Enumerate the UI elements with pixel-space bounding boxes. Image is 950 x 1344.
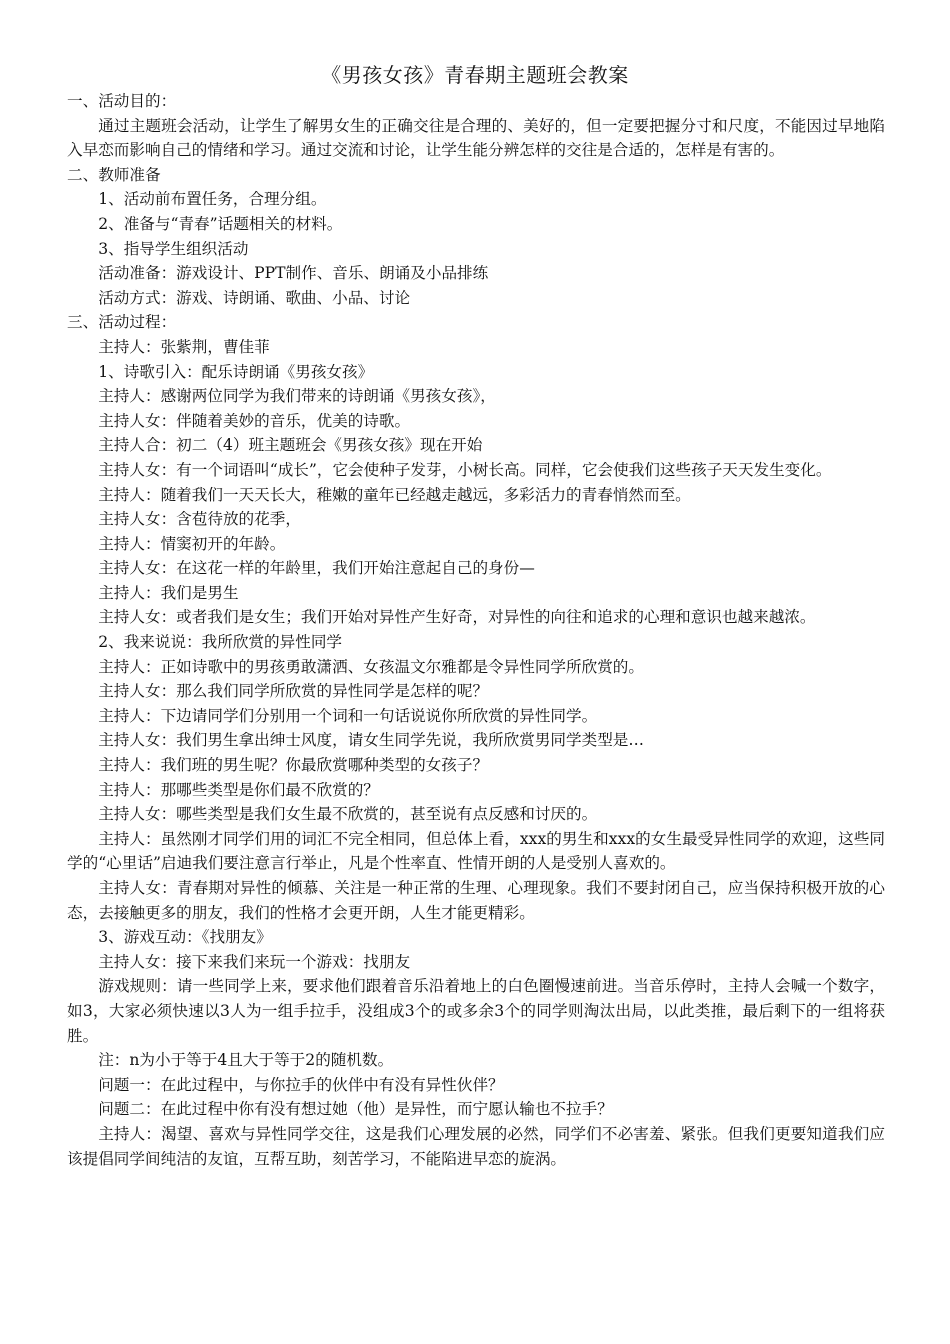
paragraph: 主持人：虽然刚才同学们用的词汇不完全相同，但总体上看，xxx的男生和xxx的女生最受异性同学的欢迎，这些同学的“心里话”启迪我们要注意言行举止，凡是个性率直、性情开朗的人是受别人喜欢的。	[67, 829, 885, 873]
paragraph: 主持人女：青春期对异性的倾慕、关注是一种正常的生理、心理现象。我们不要封闭自己，应当保持积极开放的心态，去接触更多的朋友，我们的性格才会更开朗，人生才能更精彩。	[67, 879, 885, 922]
paragraph: 主持人：我们班的男生呢？你最欣赏哪种类型的女孩子？	[98, 756, 489, 775]
paragraph: 主持人：下边请同学们分别用一个词和一句话说说你所欣赏的异性同学。	[98, 706, 598, 725]
paragraph: 主持人：渴望、喜欢与异性同学交往，这是我们心理发展的必然，同学们不必害羞、紧张。但我们更要知道我们应该提倡同学间纯洁的友谊，互帮互助，刻苦学习，不能陷进早恋的旋涡。	[67, 1124, 885, 1168]
paragraph: 主持人：情窦初开的年龄。	[98, 534, 286, 553]
paragraph: 主持人：张紫荆，曹佳菲	[98, 337, 270, 356]
paragraph: 1、诗歌引入：配乐诗朗诵《男孩女孩》	[98, 362, 374, 381]
paragraph: 主持人：感谢两位同学为我们带来的诗朗诵《男孩女孩》，	[98, 387, 496, 406]
section-heading: 三、活动过程：	[67, 313, 177, 332]
section-heading: 二、教师准备	[67, 165, 161, 184]
paragraph: 问题一：在此过程中，与你拉手的伙伴中有没有异性伙伴？	[98, 1075, 504, 1094]
paragraph: 2、我来说说：我所欣赏的异性同学	[98, 633, 343, 652]
paragraph: 注：n为小于等于4且大于等于2的随机数。	[98, 1051, 394, 1070]
paragraph: 主持人女：那么我们同学所欣赏的异性同学是怎样的呢？	[98, 682, 489, 701]
paragraph: 主持人：正如诗歌中的男孩勇敢潇洒、女孩温文尔雅都是令异性同学所欣赏的。	[98, 657, 644, 676]
paragraph: 游戏规则：请一些同学上来，要求他们跟着音乐沿着地上的白色圈慢速前进。当音乐停时，主持人会喊一个数字，如3，大家必须快速以3人为一组手拉手，没组成3个的或多余3个的同学则淘汰出局，以此类推，最后剩下的一组将获胜。	[67, 977, 885, 1045]
document-title: 《男孩女孩》青春期主题班会教案	[321, 63, 629, 87]
paragraph: 活动方式：游戏、诗朗诵、歌曲、小品、讨论	[98, 288, 411, 307]
paragraph: 主持人女：接下来我们来玩一个游戏：找朋友	[98, 952, 411, 971]
paragraph: 主持人女：伴随着美妙的音乐，优美的诗歌。	[98, 411, 411, 430]
paragraph: 主持人女：在这花一样的年龄里，我们开始注意起自己的身份—	[98, 559, 535, 578]
paragraph: 主持人：我们是男生	[98, 583, 239, 602]
paragraph: 3、指导学生组织活动	[98, 239, 249, 258]
paragraph: 主持人女：或者我们是女生；我们开始对异性产生好奇，对异性的向往和追求的心理和意识也越来越浓。	[98, 608, 816, 627]
paragraph: 主持人合：初二（4）班主题班会《男孩女孩》现在开始	[98, 436, 483, 455]
paragraph: 1、活动前布置任务，合理分组。	[98, 190, 327, 209]
paragraph: 2、准备与“青春”话题相关的材料。	[98, 214, 343, 233]
paragraph: 主持人女：我们男生拿出绅士风度，请女生同学先说，我所欣赏男同学类型是…	[98, 731, 644, 750]
paragraph: 主持人女：有一个词语叫“成长”，它会使种子发芽，小树长高。同样，它会使我们这些孩子天天发生变化。	[98, 460, 832, 479]
paragraph: 活动准备：游戏设计、PPT制作、音乐、朗诵及小品排练	[98, 264, 489, 283]
paragraph: 主持人：随着我们一天天长大，稚嫩的童年已经越走越远，多彩活力的青春悄然而至。	[98, 485, 691, 504]
paragraph: 3、游戏互动：《找朋友》	[98, 928, 272, 947]
section-heading: 一、活动目的：	[67, 92, 177, 110]
paragraph: 主持人：那哪些类型是你们最不欣赏的？	[98, 780, 379, 799]
document-body	[67, 89, 885, 1171]
paragraph: 主持人女：哪些类型是我们女生最不欣赏的，甚至说有点反感和讨厌的。	[98, 805, 598, 824]
paragraph: 主持人女：含苞待放的花季，	[98, 510, 301, 529]
paragraph: 通过主题班会活动，让学生了解男女生的正确交往是合理的、美好的，但一定要把握分寸和尺度，不能因过早地陷入早恋而影响自己的情绪和学习。通过交流和讨论，让学生能分辨怎样的交往是合适的，怎样是有害的。	[67, 116, 885, 160]
paragraph: 问题二：在此过程中你有没有想过她（他）是异性，而宁愿认输也不拉手？	[98, 1100, 613, 1119]
